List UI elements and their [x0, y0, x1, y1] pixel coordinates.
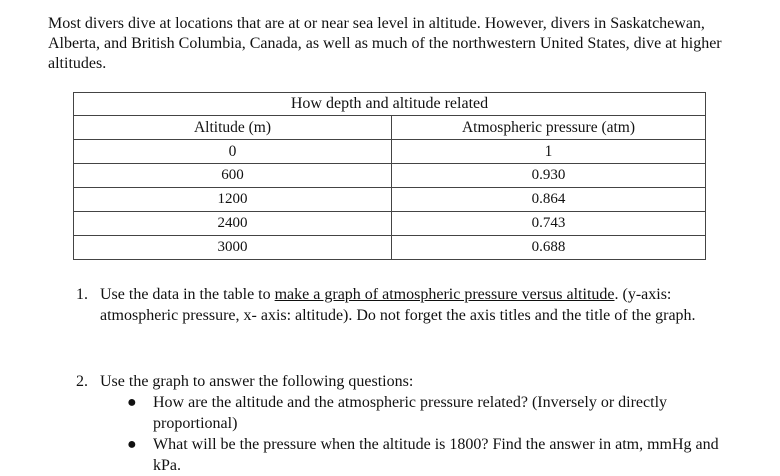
question-1-post: . (y-axis: atmospheric pressure, x- axis: altitude). Do not forget the axis titles and the title of the graph. [100, 286, 696, 324]
bullet-text: How are the altitude and the atmospheric pressure related? (Inversely or directly proportional) [153, 394, 668, 432]
bullet-text: What will be the pressure when the altitude is 1800? Find the answer in atm, mmHg and kPa. [153, 436, 719, 474]
list-item [127, 392, 727, 434]
question-1-number: 1. [76, 286, 88, 303]
bullet-icon: ● [127, 394, 137, 411]
intro-paragraph: Most divers dive at locations that are at or near sea level in altitude. However, divers in Saskatchewan, Alberta, and British Columbia, Canada, as well as much of the northwestern United States, dive at higher altitudes. [48, 15, 722, 72]
cell-altitude: 3000 [74, 236, 392, 260]
question-1 [76, 284, 736, 326]
cell-altitude: 0 [74, 140, 392, 164]
header-pressure: Atmospheric pressure (atm) [392, 116, 706, 140]
question-1-text [100, 284, 736, 326]
cell-altitude: 600 [74, 164, 392, 188]
bullet-icon: ● [127, 436, 137, 453]
table-row [74, 212, 706, 236]
question-1-pre: Use the data in the table to [100, 286, 275, 303]
cell-altitude: 1200 [74, 188, 392, 212]
question-2-text: Use the graph to answer the following questions: [100, 373, 414, 390]
cell-pressure: 0.688 [392, 236, 706, 260]
question-1-underlined: make a graph of atmospheric pressure versus altitude [274, 286, 615, 303]
cell-pressure: 0.864 [392, 188, 706, 212]
cell-pressure: 0.930 [392, 164, 706, 188]
cell-pressure: 0.743 [392, 212, 706, 236]
header-altitude: Altitude (m) [74, 116, 392, 140]
table-header-row [74, 116, 706, 140]
cell-pressure: 1 [392, 140, 706, 164]
question-2-number: 2. [76, 373, 88, 390]
question-2 [76, 371, 736, 392]
altitude-pressure-table [73, 92, 706, 260]
table-row [74, 164, 706, 188]
table-caption-row [74, 93, 706, 116]
table-row [74, 188, 706, 212]
table-row [74, 236, 706, 260]
question-2-bullets [127, 392, 727, 476]
cell-altitude: 2400 [74, 212, 392, 236]
table-row [74, 140, 706, 164]
table-caption: How depth and altitude related [74, 93, 706, 116]
